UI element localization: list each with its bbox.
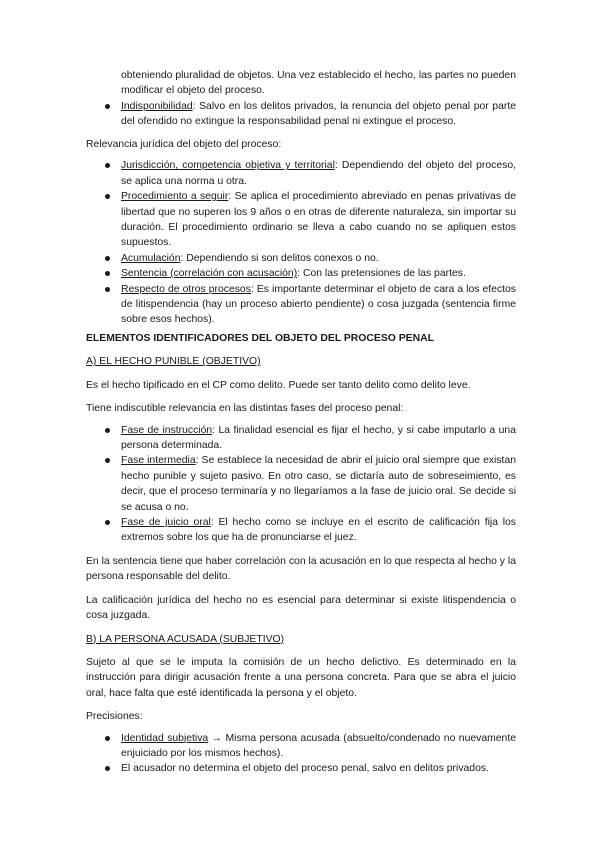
list-item: Identidad subjetiva → Misma persona acusada (absuelto/condenado no nuevamente enjuiciado por los mismos hechos).	[86, 731, 516, 762]
intro-list	[86, 99, 516, 130]
paragraph: Es el hecho tipificado en el CP como delito. Puede ser tanto delito como delito leve.	[86, 379, 471, 391]
subsection-heading-hecho: A) EL HECHO PUNIBLE (OBJETIVO)	[86, 356, 261, 368]
list-item: Fase de juicio oral: El hecho como se incluye en el escrito de calificación fija los extremos sobre los que ha de pronunciarse el juez.	[86, 515, 516, 546]
precisiones-list	[86, 731, 516, 777]
relevancia-section	[86, 137, 516, 328]
relevancia-list	[86, 158, 516, 327]
elementos-section	[86, 331, 516, 777]
fases-list	[86, 423, 516, 546]
subsection-heading-persona: B) LA PERSONA ACUSADA (SUBJETIVO)	[86, 633, 285, 645]
list-item: Fase de instrucción: La finalidad esencial es fijar el hecho, y si cabe imputarlo a una persona determinada.	[86, 423, 516, 454]
paragraph: La calificación jurídica del hecho no es esencial para determinar si existe litispendencia o cosa juzgada.	[86, 594, 516, 622]
list-item: Jurisdicción, competencia objetiva y territorial: Dependiendo del objeto del proceso, se aplica una norma u otra.	[86, 158, 516, 189]
list-item: Respecto de otros procesos: Es importante determinar el objeto de cara a los efectos de litispendencia (hay un proceso abierto pendiente) o cosa juzgada (sentencia firme sobre esos hechos).	[86, 282, 516, 328]
continuation-paragraph: obteniendo pluralidad de objetos. Una vez establecido el hecho, las partes no pueden modificar el objeto del proceso.	[121, 70, 516, 97]
continuation-block	[86, 68, 516, 130]
list-item: Sentencia (correlación con acusación): Con las pretensiones de las partes.	[86, 266, 516, 281]
paragraph: Precisiones:	[86, 711, 143, 723]
paragraph: Tiene indiscutible relevancia en las distintas fases del proceso penal:	[86, 403, 404, 415]
paragraph: En la sentencia tiene que haber correlación con la acusación en lo que respecta al hecho y la persona responsable del delito.	[86, 555, 516, 583]
list-item: Procedimiento a seguir: Se aplica el procedimiento abreviado en penas privativas de libertad que no superen los 9 años o en otras de diferente naturaleza, sin importar su duración. El procedimiento ordinario se lleva a cabo cuando no se apliquen estos supuestos.	[86, 189, 516, 251]
list-item: Acumulación: Dependiendo si son delitos conexos o no.	[86, 251, 516, 266]
section-intro: Relevancia jurídica del objeto del proceso:	[86, 139, 282, 150]
section-heading: ELEMENTOS IDENTIFICADORES DEL OBJETO DEL PROCESO PENAL	[86, 333, 434, 344]
list-item: Indisponibilidad: Salvo en los delitos privados, la renuncia del objeto penal por parte del ofendido no extingue la responsabilidad penal ni extingue el proceso.	[86, 99, 516, 130]
paragraph: Sujeto al que se le imputa la comisión de un hecho delictivo. Es determinado en la instrucción para dirigir acusación frente a una persona concreta. Para que se abra el juicio oral, hace falta que esté identificada la persona y el objeto.	[86, 656, 516, 699]
list-item: El acusador no determina el objeto del proceso penal, salvo en delitos privados.	[86, 761, 516, 776]
list-item: Fase intermedia: Se establece la necesidad de abrir el juicio oral siempre que existan hecho punible y sujeto pasivo. En otro caso, se dictaría auto de sobreseimiento, es decir, que el proceso terminaría y no llegaríamos a la fase de juicio oral. Se decide si se acusa o no.	[86, 453, 516, 515]
